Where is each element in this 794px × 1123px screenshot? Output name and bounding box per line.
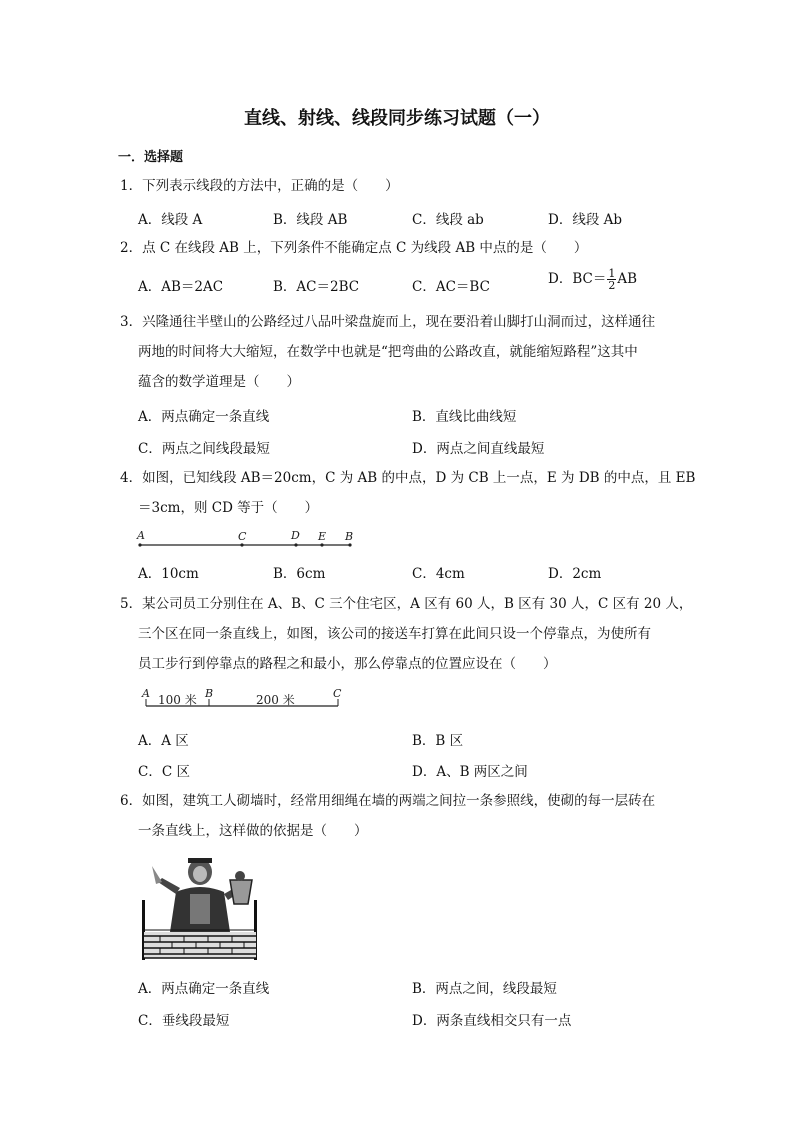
question-5-line-1: 5．某公司员工分别住在 A、B、C 三个住宅区，A 区有 60 人，B 区有 30 人，C 区有 20 人， — [120, 596, 693, 612]
q6-option-d[interactable]: D．两条直线相交只有一点 — [412, 1013, 572, 1029]
distance-label-bc: 200 米 — [256, 693, 295, 707]
q2-option-c[interactable]: C．AC＝BC — [412, 279, 490, 295]
section-heading: 一．选择题 — [118, 150, 184, 165]
q3-option-b[interactable]: B．直线比曲线短 — [412, 409, 517, 425]
q1-option-a[interactable]: A．线段 A — [138, 212, 203, 228]
q5-option-c[interactable]: C．C 区 — [138, 764, 190, 780]
question-5-line-2: 三个区在同一条直线上，如图，该公司的接送车打算在此间只设一个停靠点，为使所有 — [138, 626, 651, 642]
fraction-numerator: 1 — [608, 267, 616, 280]
point-label-b: B — [345, 530, 354, 543]
point-label-b: B — [205, 687, 214, 700]
segment-diagram-q5 — [140, 684, 355, 712]
bricklayer-illustration — [140, 852, 260, 962]
q6-option-c[interactable]: C．垂线段最短 — [138, 1013, 230, 1029]
q4-option-a[interactable]: A．10cm — [138, 566, 199, 582]
q5-option-d[interactable]: D．A、B 两区之间 — [412, 764, 528, 780]
q2-option-a[interactable]: A．AB＝2AC — [138, 279, 224, 295]
q6-option-b[interactable]: B．两点之间，线段最短 — [412, 981, 557, 997]
question-3-line-3: 蕴含的数学道理是（ ） — [138, 374, 300, 390]
question-4-line-2: ＝3cm，则 CD 等于（ ） — [138, 500, 319, 516]
question-4-line-1: 4．如图，已知线段 AB＝20cm，C 为 AB 的中点，D 为 CB 上一点，E 为 DB 的中点，且 EB — [120, 470, 696, 486]
q4-option-c[interactable]: C．4cm — [412, 566, 465, 582]
q5-option-b[interactable]: B．B 区 — [412, 733, 464, 749]
point-label-a: A — [137, 529, 145, 542]
question-5-line-3: 员工步行到停靠点的路程之和最小，那么停靠点的位置应设在（ ） — [138, 656, 557, 672]
question-3-line-1: 3．兴隆通往半壁山的公路经过八品叶梁盘旋而上，现在要沿着山脚打山洞而过，这样通往 — [120, 314, 656, 330]
point-label-c: C — [238, 530, 247, 543]
point-label-a: A — [142, 687, 150, 700]
q3-option-a[interactable]: A．两点确定一条直线 — [138, 409, 270, 425]
question-6-line-1: 6．如图，建筑工人砌墙时，经常用细绳在墙的两端之间拉一条参照线，使砌的每一层砖在 — [120, 793, 656, 809]
q4-option-b[interactable]: B．6cm — [273, 566, 326, 582]
q2-option-b[interactable]: B．AC＝2BC — [273, 279, 360, 295]
question-6-line-2: 一条直线上，这样做的依据是（ ） — [138, 823, 368, 839]
question-1-stem: 1．下列表示线段的方法中，正确的是（ ） — [120, 178, 399, 194]
question-3-line-2: 两地的时间将大大缩短，在数学中也就是“把弯曲的公路改直，就能缩短路程”这其中 — [138, 344, 638, 360]
q6-option-a[interactable]: A．两点确定一条直线 — [138, 981, 270, 997]
q2-option-d-suffix: AB — [617, 271, 637, 287]
q4-option-d[interactable]: D．2cm — [548, 566, 602, 582]
distance-label-ab: 100 米 — [158, 693, 197, 707]
point-label-c: C — [333, 687, 342, 700]
q3-option-d[interactable]: D．两点之间直线最短 — [412, 441, 545, 457]
question-2-stem: 2．点 C 在线段 AB 上，下列条件不能确定点 C 为线段 AB 中点的是（ ） — [120, 240, 588, 256]
q1-option-d[interactable]: D．线段 Ab — [548, 212, 623, 228]
q1-option-b[interactable]: B．线段 AB — [273, 212, 348, 228]
segment-diagram-q4 — [134, 526, 364, 552]
q3-option-c[interactable]: C．两点之间线段最短 — [138, 441, 270, 457]
fraction-one-half — [607, 268, 616, 291]
q5-option-a[interactable]: A．A 区 — [138, 733, 189, 749]
point-label-d: D — [291, 529, 300, 542]
q2-option-d[interactable] — [548, 267, 637, 291]
q1-option-c[interactable]: C．线段 ab — [412, 212, 484, 228]
point-label-e: E — [318, 530, 327, 543]
q2-option-d-prefix: D．BC＝ — [548, 271, 607, 287]
fraction-denominator: 2 — [608, 279, 616, 292]
page-title: 直线、射线、线段同步练习试题（一） — [244, 108, 550, 129]
